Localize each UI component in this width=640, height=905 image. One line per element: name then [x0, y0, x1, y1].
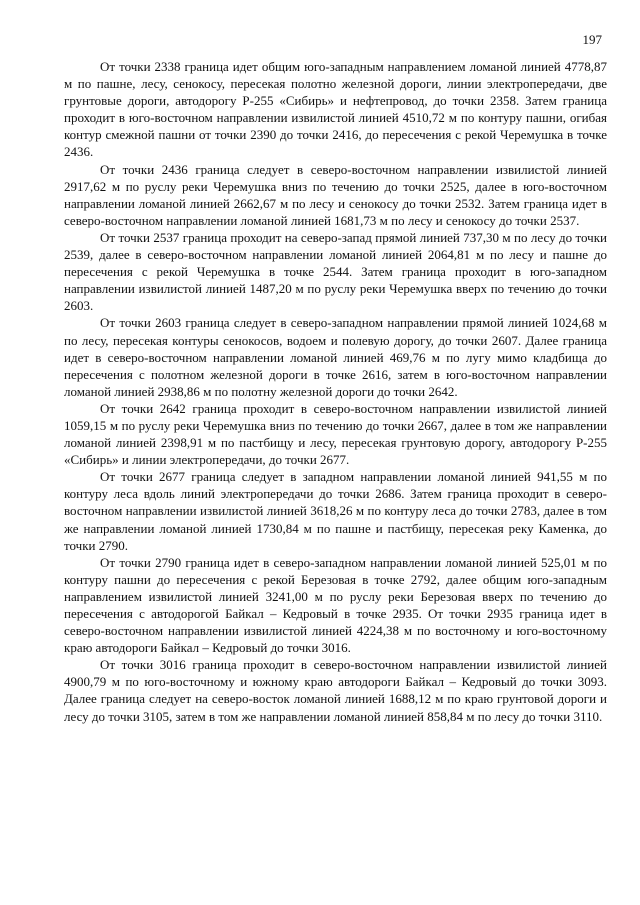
paragraph: От точки 2677 граница следует в западном направлении ломаной линией 941,55 м по контуру леса вдоль линий электропередачи до точки 2686. Затем граница проходит в северо-восточном направлении извилистой линией 3618,26 м по контуру леса до точки 2783, далее в том же направлении ломаной линией 1730,84 м по пашне и пастбищу, пересекая реку Каменка, до точки 2790.	[64, 469, 607, 553]
paragraph: От точки 2603 граница следует в северо-западном направлении прямой линией 1024,68 м по лесу, пересекая контуры сенокосов, водоем и полевую дорогу, до точки 2607. Далее граница идет в северо-восточном направлении ломаной линией 469,76 м по лугу мимо кладбища до пересечения с полотном железной дороги в точке 2616, затем в юго-восточном направлении ломаной линией 2938,86 м по полотну железной дороги до точки 2642.	[64, 315, 607, 399]
paragraph: От точки 2790 граница идет в северо-западном направлении ломаной линией 525,01 м по контуру пашни до пересечения с рекой Березовая в точке 2792, далее общим юго-западным направлением извилистой линией 3241,00 м по руслу реки Березовая вверх по течению до пересечения с автодорогой Байкал – Кедровый в точке 2935. От точки 2935 граница идет в северо-восточном направлении извилистой линией 4224,38 м по восточному и юго-восточному краю автодороги Байкал – Кедровый до точки 3016.	[64, 554, 607, 656]
page-number: 197	[582, 32, 602, 47]
paragraph: От точки 2537 граница проходит на северо-запад прямой линией 737,30 м по лесу до точки 2539, далее в северо-восточном направлении ломаной линией 2064,81 м по лесу и пашне до пересечения с рекой Черемушка в точке 2544. Затем граница проходит в юго-западном направлении извилистой линией 1487,20 м по руслу реки Черемушка вверх по течению до точки 2603.	[64, 229, 607, 314]
paragraph: От точки 3016 граница проходит в северо-восточном направлении извилистой линией 4900,79 м по юго-восточному и южному краю автодороги Байкал – Кедровый до точки 3093. Далее граница следует на северо-восток ломаной линией 1688,12 м по краю грунтовой дороги и лесу до точки 3105, затем в том же направлении ломаной линией 858,84 м по лесу до точки 3110.	[64, 657, 607, 724]
paragraph: От точки 2436 граница следует в северо-восточном направлении извилистой линией 2917,62 м по руслу реки Черемушка вниз по течению до точки 2525, далее в юго-восточном направлении ломаной линией 2662,67 м по лесу и сенокосу до точки 2532. Затем граница идет в северо-восточном направлении ломаной линией 1681,73 м по лесу и сенокосу до точки 2537.	[64, 161, 607, 228]
document-body	[64, 58, 607, 725]
paragraph: От точки 2338 граница идет общим юго-западным направлением ломаной линией 4778,87 м по пашне, лесу, сенокосу, пересекая полотно железной дороги, линии электропередачи, две грунтовые дороги, автодорогу Р-255 «Сибирь» и нефтепровод, до точки 2358. Затем граница проходит в юго-восточном направлении извилистой линией 4510,72 м по контуру пашни, огибая контур смежной пашни от точки 2390 до точки 2416, до пересечения с рекой Черемушка в точке 2436.	[64, 59, 607, 160]
paragraph: От точки 2642 граница проходит в северо-восточном направлении извилистой линией 1059,15 м по руслу реки Черемушка вниз по течению до точки 2667, далее в том же направлении ломаной линией 2398,91 м по пастбищу и лесу, пересекая грунтовую дорогу, автодорогу Р-255 «Сибирь» и линии электропередачи, до точки 2677.	[64, 400, 607, 468]
